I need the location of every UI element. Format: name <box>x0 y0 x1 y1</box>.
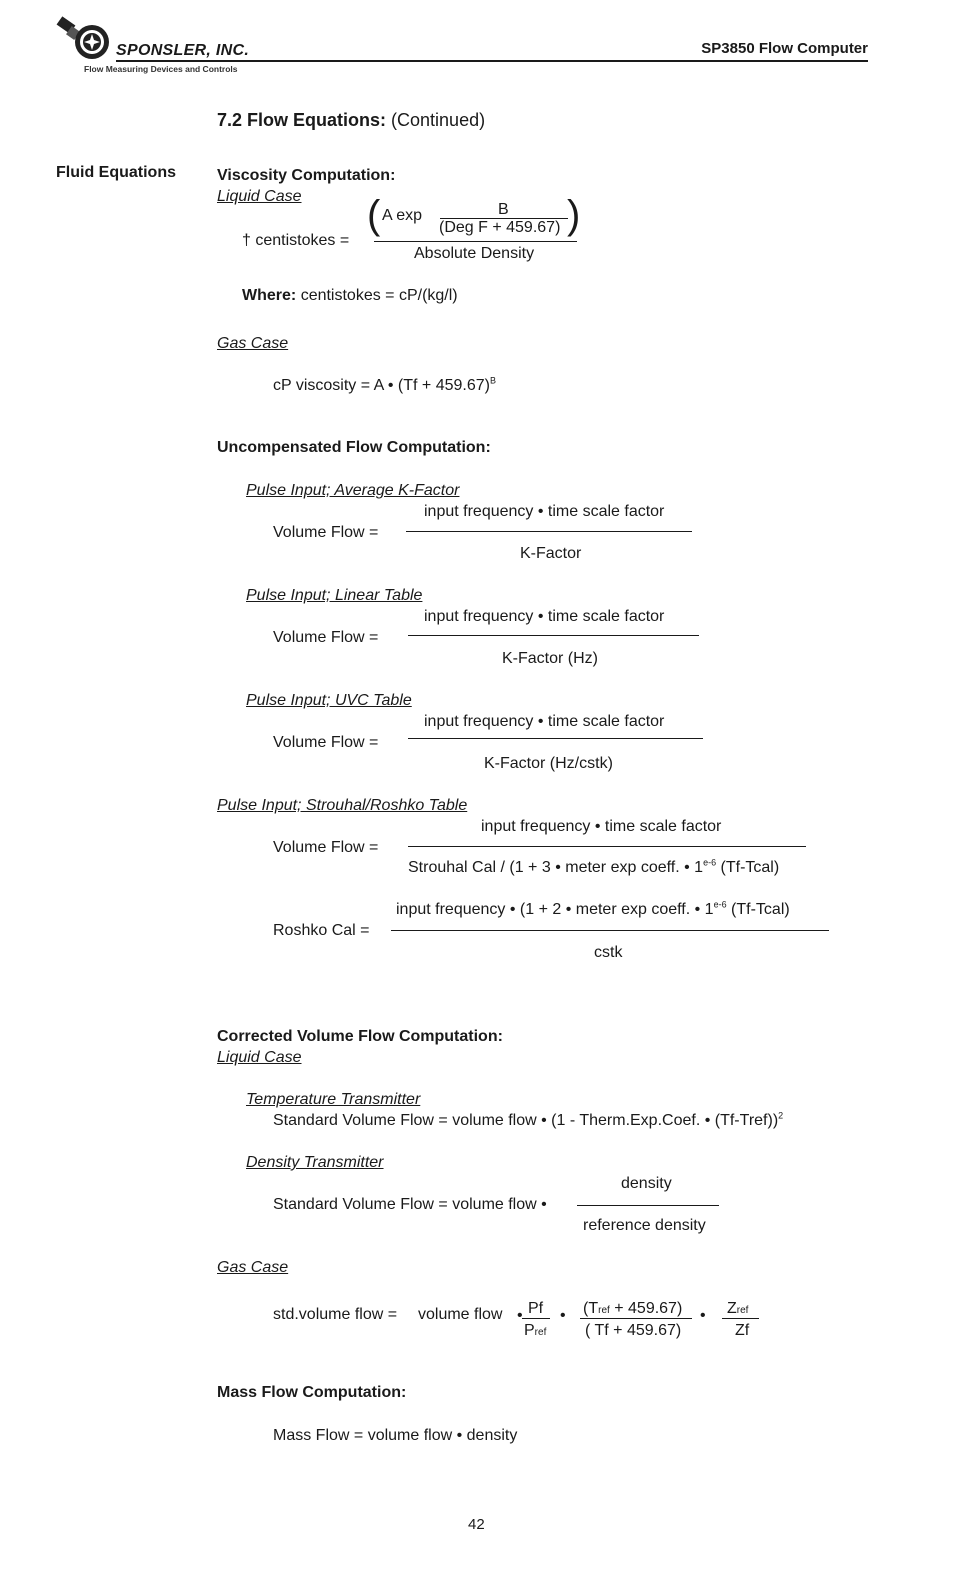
zref-numerator <box>727 1300 748 1318</box>
str-numerator: input frequency • time scale factor <box>481 818 722 835</box>
b-symbol: B <box>498 201 509 218</box>
roshko-fraction-line <box>391 930 829 931</box>
section-title-suffix: (Continued) <box>391 110 486 130</box>
right-paren: ) <box>567 193 581 237</box>
roshko-num-text: input frequency • (1 + 2 • meter exp coeff. • 1 <box>396 901 714 918</box>
temp-equation <box>273 1112 783 1130</box>
avg-volume-lhs: Volume Flow = <box>273 524 379 541</box>
strouhal-table-title: Pulse Input; Strouhal/Roshko Table <box>217 797 468 814</box>
lin-numerator: input frequency • time scale factor <box>424 608 665 625</box>
zf-denominator: Zf <box>735 1322 750 1339</box>
avg-numerator: input frequency • time scale factor <box>424 503 665 520</box>
roshko-denominator: cstk <box>594 944 623 961</box>
roshko-num-exp: e-6 <box>713 899 727 910</box>
avg-kfactor-title: Pulse Input; Average K-Factor <box>246 482 460 499</box>
str-den-tail: (Tf-Tcal) <box>716 859 780 876</box>
str-volume-lhs: Volume Flow = <box>273 839 379 856</box>
gas-dot-1: • <box>517 1307 523 1324</box>
lin-fraction-line <box>408 635 699 636</box>
t-denominator: ( Tf + 459.67) <box>585 1322 682 1339</box>
viscosity-liquid-case: Liquid Case <box>217 188 302 205</box>
product-title: SP3850 Flow Computer <box>701 40 868 57</box>
p-fraction-line <box>522 1318 550 1319</box>
degf-denominator: (Deg F + 459.67) <box>439 219 561 236</box>
z-fraction-line <box>722 1318 759 1319</box>
company-tagline: Flow Measuring Devices and Controls <box>84 64 238 74</box>
lin-denominator: K-Factor (Hz) <box>502 650 598 667</box>
gas-viscosity-exp: B <box>489 375 496 386</box>
str-fraction-line <box>408 846 806 847</box>
dens-lhs: Standard Volume Flow = volume flow • <box>273 1196 547 1213</box>
avg-denominator: K-Factor <box>520 545 582 562</box>
t-symbol: (T <box>583 1300 599 1317</box>
dens-denominator: reference density <box>583 1217 706 1234</box>
centistokes-fraction-line <box>374 241 577 242</box>
dens-numerator: density <box>621 1175 672 1192</box>
uvc-volume-lhs: Volume Flow = <box>273 734 379 751</box>
gas-dot-2: • <box>560 1307 566 1324</box>
gas-dot-3: • <box>700 1307 706 1324</box>
abs-density: Absolute Density <box>414 245 535 262</box>
mass-heading: Mass Flow Computation: <box>217 1384 407 1401</box>
uvc-denominator: K-Factor (Hz/cstk) <box>484 755 613 772</box>
t-num-tail: + 459.67) <box>609 1300 683 1317</box>
pf-numerator: Pf <box>528 1300 544 1317</box>
lin-volume-lhs: Volume Flow = <box>273 629 379 646</box>
page-number: 42 <box>468 1516 485 1533</box>
centistokes-lhs: † centistokes = <box>242 232 350 249</box>
side-label: Fluid Equations <box>56 164 176 181</box>
t-ref-sub: ref <box>598 1305 610 1316</box>
gas-volume-flow: volume flow <box>418 1306 503 1323</box>
gas-lhs: std.volume flow = <box>273 1306 398 1323</box>
roshko-numerator <box>396 901 790 919</box>
uvc-numerator: input frequency • time scale factor <box>424 713 665 730</box>
corrected-heading: Corrected Volume Flow Computation: <box>217 1028 503 1045</box>
t-numerator <box>583 1300 682 1318</box>
avg-fraction-line <box>406 531 692 532</box>
corrected-liquid-case: Liquid Case <box>217 1049 302 1066</box>
meter-logo-icon <box>54 14 116 62</box>
mass-equation: Mass Flow = volume flow • density <box>273 1427 518 1444</box>
corrected-gas-case: Gas Case <box>217 1259 289 1276</box>
temp-transmitter-title: Temperature Transmitter <box>246 1091 421 1108</box>
gas-viscosity-text: cP viscosity = A • (Tf + 459.67) <box>273 377 490 394</box>
where-line <box>242 287 458 305</box>
dens-fraction-line <box>577 1205 719 1206</box>
section-title-main: 7.2 Flow Equations: <box>217 110 387 130</box>
viscosity-heading: Viscosity Computation: <box>217 167 396 184</box>
linear-table-title: Pulse Input; Linear Table <box>246 587 423 604</box>
str-den-exp: e-6 <box>703 857 717 868</box>
company-logo <box>54 14 264 76</box>
where-text: centistokes = cP/(kg/l) <box>300 287 458 304</box>
z-symbol: Z <box>727 1300 737 1317</box>
where-label: Where: <box>242 287 297 304</box>
z-ref-sub: ref <box>736 1305 749 1316</box>
a-exp: A exp <box>382 207 423 224</box>
uvc-fraction-line <box>408 738 703 739</box>
str-denominator <box>408 859 779 877</box>
uncomp-heading: Uncompensated Flow Computation: <box>217 439 491 456</box>
pref-denominator <box>524 1322 546 1340</box>
roshko-lhs: Roshko Cal = <box>273 922 370 939</box>
temp-eq-exp: 2 <box>778 1110 784 1121</box>
str-den-text: Strouhal Cal / (1 + 3 • meter exp coeff. • 1 <box>408 859 704 876</box>
viscosity-gas-case: Gas Case <box>217 335 289 352</box>
temp-eq-text: Standard Volume Flow = volume flow • (1 - Therm.Exp.Coef. • (Tf-Tref)) <box>273 1112 779 1129</box>
roshko-num-tail: (Tf-Tcal) <box>726 901 790 918</box>
section-title <box>217 110 485 131</box>
p-symbol: P <box>524 1322 535 1339</box>
header-rule <box>116 60 868 62</box>
t-fraction-line <box>580 1318 692 1319</box>
uvc-table-title: Pulse Input; UVC Table <box>246 692 412 709</box>
company-name: SPONSLER, INC. <box>116 42 250 59</box>
density-transmitter-title: Density Transmitter <box>246 1154 384 1171</box>
left-paren: ( <box>367 193 381 237</box>
gas-viscosity-eq <box>273 377 496 395</box>
p-ref-sub: ref <box>534 1327 547 1338</box>
